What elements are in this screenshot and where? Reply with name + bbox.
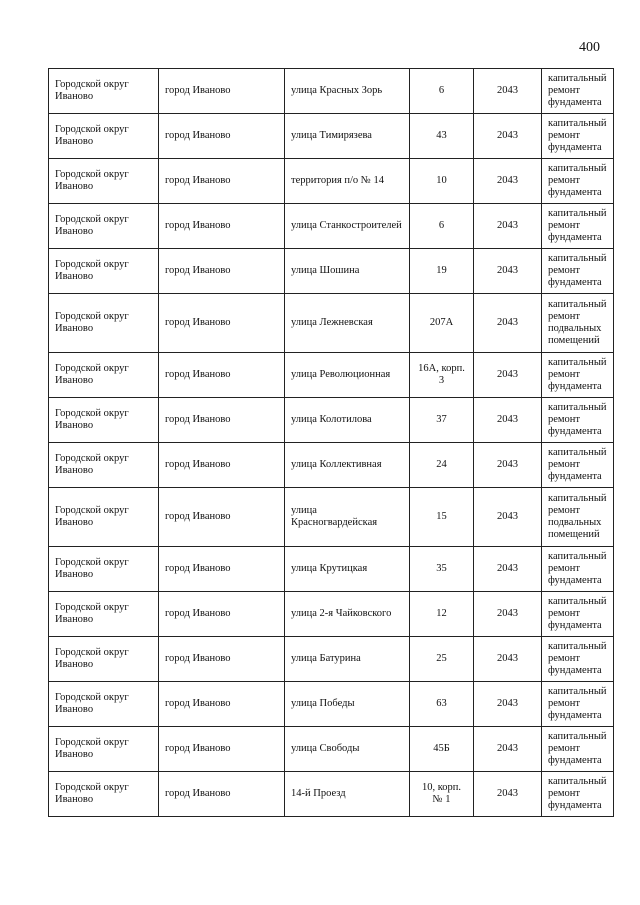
table-row <box>49 488 614 547</box>
table-row <box>49 547 614 592</box>
year-cell: 2043 <box>474 592 542 637</box>
year-cell: 2043 <box>474 398 542 443</box>
house-cell: 24 <box>410 443 474 488</box>
municipality-cell: Городской округ Иваново <box>49 114 159 159</box>
work-type-cell: капитальный ремонт фундамента <box>542 727 614 772</box>
street-cell: улица 2-я Чайковского <box>285 592 410 637</box>
house-cell: 19 <box>410 249 474 294</box>
street-cell: улица Красных Зорь <box>285 69 410 114</box>
settlement-cell: город Иваново <box>159 204 285 249</box>
page-number: 400 <box>579 40 600 55</box>
street-cell: улица Шошина <box>285 249 410 294</box>
street-cell: территория п/о № 14 <box>285 159 410 204</box>
settlement-cell: город Иваново <box>159 772 285 817</box>
table-row <box>49 772 614 817</box>
work-type-cell: капитальный ремонт фундамента <box>542 637 614 682</box>
street-cell: улица Лежневская <box>285 294 410 353</box>
table-row <box>49 353 614 398</box>
year-cell: 2043 <box>474 114 542 159</box>
street-cell: улица Коллективная <box>285 443 410 488</box>
year-cell: 2043 <box>474 159 542 204</box>
municipality-cell: Городской округ Иваново <box>49 398 159 443</box>
year-cell: 2043 <box>474 637 542 682</box>
municipality-cell: Городской округ Иваново <box>49 488 159 547</box>
municipality-cell: Городской округ Иваново <box>49 727 159 772</box>
work-type-cell: капитальный ремонт фундамента <box>542 69 614 114</box>
street-cell: улица Тимирязева <box>285 114 410 159</box>
repair-schedule-table <box>48 68 614 817</box>
settlement-cell: город Иваново <box>159 727 285 772</box>
work-type-cell: капитальный ремонт фундамента <box>542 204 614 249</box>
work-type-cell: капитальный ремонт фундамента <box>542 114 614 159</box>
work-type-cell: капитальный ремонт фундамента <box>542 443 614 488</box>
house-cell: 12 <box>410 592 474 637</box>
table-row <box>49 159 614 204</box>
year-cell: 2043 <box>474 727 542 772</box>
municipality-cell: Городской округ Иваново <box>49 204 159 249</box>
work-type-cell: капитальный ремонт фундамента <box>542 592 614 637</box>
year-cell: 2043 <box>474 772 542 817</box>
settlement-cell: город Иваново <box>159 592 285 637</box>
settlement-cell: город Иваново <box>159 249 285 294</box>
year-cell: 2043 <box>474 353 542 398</box>
table-row <box>49 398 614 443</box>
settlement-cell: город Иваново <box>159 637 285 682</box>
municipality-cell: Городской округ Иваново <box>49 637 159 682</box>
settlement-cell: город Иваново <box>159 69 285 114</box>
work-type-cell: капитальный ремонт подвальных помещений <box>542 488 614 547</box>
house-cell: 10, корп. № 1 <box>410 772 474 817</box>
work-type-cell: капитальный ремонт фундамента <box>542 772 614 817</box>
settlement-cell: город Иваново <box>159 114 285 159</box>
house-cell: 35 <box>410 547 474 592</box>
year-cell: 2043 <box>474 682 542 727</box>
year-cell: 2043 <box>474 69 542 114</box>
street-cell: 14-й Проезд <box>285 772 410 817</box>
table-row <box>49 592 614 637</box>
municipality-cell: Городской округ Иваново <box>49 353 159 398</box>
settlement-cell: город Иваново <box>159 159 285 204</box>
table-row <box>49 294 614 353</box>
table-row <box>49 204 614 249</box>
settlement-cell: город Иваново <box>159 682 285 727</box>
table-row <box>49 69 614 114</box>
house-cell: 37 <box>410 398 474 443</box>
municipality-cell: Городской округ Иваново <box>49 682 159 727</box>
table-row <box>49 249 614 294</box>
house-cell: 10 <box>410 159 474 204</box>
table-row <box>49 637 614 682</box>
house-cell: 25 <box>410 637 474 682</box>
settlement-cell: город Иваново <box>159 294 285 353</box>
table-body <box>49 69 614 817</box>
house-cell: 207А <box>410 294 474 353</box>
house-cell: 15 <box>410 488 474 547</box>
street-cell: улица Крутицкая <box>285 547 410 592</box>
settlement-cell: город Иваново <box>159 547 285 592</box>
municipality-cell: Городской округ Иваново <box>49 592 159 637</box>
house-cell: 6 <box>410 69 474 114</box>
municipality-cell: Городской округ Иваново <box>49 547 159 592</box>
house-cell: 6 <box>410 204 474 249</box>
street-cell: улица Красногвардейская <box>285 488 410 547</box>
work-type-cell: капитальный ремонт фундамента <box>542 682 614 727</box>
municipality-cell: Городской округ Иваново <box>49 294 159 353</box>
year-cell: 2043 <box>474 443 542 488</box>
municipality-cell: Городской округ Иваново <box>49 772 159 817</box>
settlement-cell: город Иваново <box>159 488 285 547</box>
year-cell: 2043 <box>474 488 542 547</box>
municipality-cell: Городской округ Иваново <box>49 249 159 294</box>
table-row <box>49 682 614 727</box>
street-cell: улица Станкостроителей <box>285 204 410 249</box>
work-type-cell: капитальный ремонт фундамента <box>542 547 614 592</box>
year-cell: 2043 <box>474 204 542 249</box>
house-cell: 63 <box>410 682 474 727</box>
municipality-cell: Городской округ Иваново <box>49 443 159 488</box>
work-type-cell: капитальный ремонт фундамента <box>542 249 614 294</box>
work-type-cell: капитальный ремонт фундамента <box>542 398 614 443</box>
year-cell: 2043 <box>474 294 542 353</box>
street-cell: улица Колотилова <box>285 398 410 443</box>
municipality-cell: Городской округ Иваново <box>49 69 159 114</box>
table-row <box>49 727 614 772</box>
year-cell: 2043 <box>474 249 542 294</box>
work-type-cell: капитальный ремонт подвальных помещений <box>542 294 614 353</box>
street-cell: улица Свободы <box>285 727 410 772</box>
table-row <box>49 114 614 159</box>
street-cell: улица Революционная <box>285 353 410 398</box>
street-cell: улица Батурина <box>285 637 410 682</box>
municipality-cell: Городской округ Иваново <box>49 159 159 204</box>
settlement-cell: город Иваново <box>159 443 285 488</box>
year-cell: 2043 <box>474 547 542 592</box>
settlement-cell: город Иваново <box>159 353 285 398</box>
house-cell: 45Б <box>410 727 474 772</box>
street-cell: улица Победы <box>285 682 410 727</box>
house-cell: 16А, корп. 3 <box>410 353 474 398</box>
work-type-cell: капитальный ремонт фундамента <box>542 159 614 204</box>
settlement-cell: город Иваново <box>159 398 285 443</box>
work-type-cell: капитальный ремонт фундамента <box>542 353 614 398</box>
house-cell: 43 <box>410 114 474 159</box>
table-row <box>49 443 614 488</box>
